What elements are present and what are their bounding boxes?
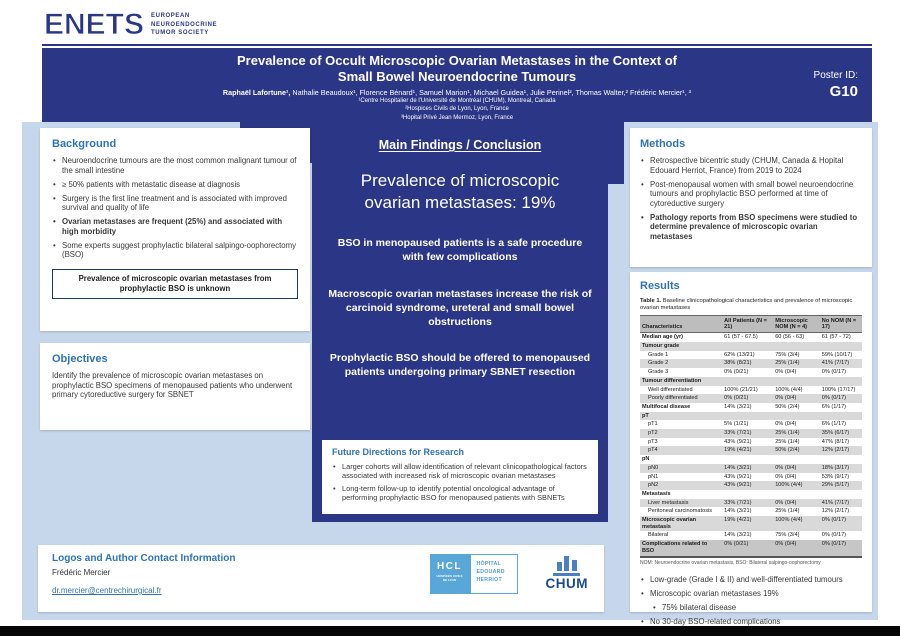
table-cell: 25% (1/4)	[775, 360, 800, 367]
table-row	[640, 429, 862, 438]
hcl-heh-logo	[430, 554, 518, 594]
key-statement-box: Prevalence of microscopic ovarian metastases from prophylactic BSO is unknown	[52, 269, 298, 299]
poster-id-label: Poster ID:	[813, 70, 858, 81]
table-row	[640, 446, 862, 455]
section-main-findings	[312, 122, 608, 522]
chum-wordmark: CHUM	[545, 575, 588, 591]
table-cell: 41% (7/17)	[821, 499, 850, 506]
table-cell: 100% (17/17)	[821, 386, 856, 393]
future-directions-bullet-list	[332, 462, 588, 502]
table-cell: 61 (57 - 72)	[821, 334, 851, 341]
table-row	[640, 394, 862, 403]
table-cell	[773, 412, 820, 421]
chum-logo	[546, 556, 589, 591]
table-cell: 50% (2/4)	[775, 403, 800, 410]
decorative-navy-block-right	[608, 122, 624, 184]
table-cell: 14% (3/21)	[724, 403, 752, 410]
list-item: • Retrospective bicentric study (CHUM, Canada & Hopital Edouard Herriot, France) from 2019 to 2024	[640, 156, 862, 175]
authors-line	[42, 88, 872, 97]
section-future-directions	[322, 440, 598, 514]
table-row	[640, 342, 862, 351]
table-cell: 0% (0/21)	[724, 395, 749, 402]
table-cell: 100% (4/4)	[775, 482, 803, 489]
affiliation-3: ³Hopital Privé Jean Mermoz, Lyon, France	[400, 115, 514, 122]
table-row-label: pT1	[648, 421, 658, 428]
results-table	[640, 315, 862, 557]
section-objectives	[40, 343, 310, 430]
table-row-label: Microscopic ovarian metastasis	[642, 517, 697, 530]
table-cell: 0% (0/21)	[724, 541, 749, 548]
table-header-cell: All Patients (N = 21)	[722, 316, 773, 333]
table-row	[640, 403, 862, 412]
main-findings-title: Main Findings / Conclusion	[378, 138, 542, 152]
table-row	[640, 507, 862, 516]
table-row-label: Poorly differentiated	[648, 395, 698, 402]
table-row-label: pT2	[648, 430, 658, 437]
table-cell: 61 (57 - 67.5)	[724, 334, 758, 341]
table-cell: 25% (1/4)	[775, 508, 800, 515]
table-row	[640, 531, 862, 540]
table-cell: 0% (0/4)	[775, 421, 797, 428]
poster-title-line2: Small Bowel Neuroendocrine Tumours	[337, 69, 577, 85]
heh-line: HÔPITAL	[476, 561, 501, 567]
table-cell: 100% (4/4)	[775, 386, 803, 393]
table-cell: 14% (3/21)	[724, 532, 752, 539]
table-cell	[773, 377, 820, 386]
table-cell: 75% (3/4)	[775, 532, 800, 539]
table-footnote: NOM: Neuroendocrine ovarian metastasis, BSO: Bilateral salpingo-oophorectomy	[640, 559, 821, 566]
table-cell: 62% (13/21)	[724, 351, 755, 358]
table-cell	[722, 412, 773, 421]
table-cell: 12% (2/17)	[821, 508, 850, 515]
table-row	[640, 499, 862, 508]
table-row	[640, 464, 862, 473]
table-row	[640, 377, 862, 386]
section-title-results: Results	[640, 280, 680, 292]
enets-logo-subtext	[151, 12, 217, 38]
hcl-subtext-line: HOSPICES CIVILS	[436, 574, 463, 578]
table-cell: 35% (6/17)	[821, 430, 850, 437]
table-cell: 14% (3/21)	[724, 464, 752, 471]
table-row-label: pN0	[648, 464, 659, 471]
table-row	[640, 351, 862, 360]
table-cell: 19% (4/21)	[724, 517, 752, 524]
table-cell: 47% (8/17)	[821, 438, 850, 445]
list-item: • Some experts suggest prophylactic bilateral salpingo-oophorectomy (BSO)	[52, 241, 298, 260]
table-row	[640, 359, 862, 368]
table-cell: 29% (5/17)	[821, 482, 850, 489]
results-bullet-list	[640, 575, 862, 627]
hcl-subtext-line: DE LYON	[442, 578, 457, 583]
table-row-label: pT3	[648, 438, 658, 445]
poster-id-badge	[814, 70, 858, 100]
table-cell: 41% (7/17)	[821, 360, 850, 367]
list-item: • Ovarian metastases are frequent (25%) and associated with high morbidity	[52, 217, 298, 236]
enets-wordmark: ENETS	[44, 8, 145, 41]
table-cell: 33% (7/21)	[724, 430, 752, 437]
poster-title-line1: Prevalence of Occult Microscopic Ovarian Metastases in the Context of	[237, 53, 677, 68]
section-title-background: Background	[52, 138, 117, 150]
list-item: • Pathology reports from BSO specimens were studied to determine prevalence of microscopic ovarian metastases	[640, 213, 862, 242]
table-caption-lead: Table 1.	[640, 298, 662, 304]
list-item: • ≥ 50% patients with metastatic disease at diagnosis	[52, 180, 298, 190]
table-cell: 6% (1/17)	[821, 403, 847, 410]
table-row-label: Grade 3	[648, 369, 669, 376]
section-title-contact: Logos and Author Contact Information	[52, 553, 236, 564]
table-row-label: Grade 2	[648, 360, 669, 367]
results-table-body	[640, 333, 862, 557]
table-caption	[640, 298, 862, 312]
hcl-logo	[430, 554, 470, 594]
list-item: • Post-menopausal women with small bowel neuroendocrine tumours and prophylactic BSO performed at time of cytoreductive surgery	[640, 180, 862, 209]
table-row-label: Multifocal disease	[642, 403, 691, 410]
coauthors: Nathalie Beaudoux¹, Florence Bénard¹, Samuel Marion¹, Michael Guidea¹, Julie Perinel², Thomas Walter,² Frédéric Mercier¹, ³	[290, 87, 692, 97]
table-cell: 0% (0/21)	[724, 369, 749, 376]
table-caption-text: Baseline clinicopathological characteristics and prevalence of microscopic ovarian metastases	[640, 298, 853, 312]
table-cell: 0% (0/4)	[775, 395, 797, 402]
table-cell: 5% (1/21)	[724, 421, 749, 428]
table-row-label: Grade 1	[648, 351, 669, 358]
poster-header	[42, 48, 872, 122]
table-cell: 38% (8/21)	[724, 360, 752, 367]
table-row	[640, 333, 862, 342]
affiliation-2: ²Hospices Civils de Lyon, Lyon, France	[405, 106, 509, 113]
table-cell	[722, 342, 773, 351]
table-row	[640, 368, 862, 377]
table-cell: 100% (21/21)	[724, 386, 758, 393]
table-row-label: pT	[642, 412, 649, 419]
table-cell	[722, 455, 773, 464]
section-title-future-directions: Future Directions for Research	[332, 446, 465, 457]
enets-sub-line: EUROPEAN	[151, 12, 190, 19]
table-row	[640, 481, 862, 490]
table-cell	[722, 490, 773, 499]
list-item: • Neuroendocrine tumours are the most common malignant tumour of the small intestine	[52, 156, 298, 175]
table-cell: 43% (9/21)	[724, 482, 752, 489]
bottom-black-bar	[0, 626, 900, 636]
heh-line: EDOUARD	[476, 568, 505, 575]
table-row-label: Peritoneal carcinomatosis	[648, 508, 713, 515]
table-cell: 75% (3/4)	[775, 351, 800, 358]
table-row	[640, 420, 862, 429]
section-title-methods: Methods	[640, 138, 686, 150]
table-row	[640, 455, 862, 464]
results-table-head	[640, 316, 862, 333]
table-cell: 6% (1/17)	[821, 421, 847, 428]
enets-sub-line: TUMOR SOCIETY	[151, 30, 209, 37]
table-row	[640, 490, 862, 499]
results-sub-bullet: • 75% bilateral disease	[640, 603, 862, 613]
table-row	[640, 516, 862, 531]
table-row-label: Tumour grade	[642, 343, 680, 350]
hcl-subtext	[430, 574, 470, 582]
results-bullet: • Low-grade (Grade I & II) and well-differentiated tumours	[640, 575, 862, 585]
table-row	[640, 386, 862, 395]
table-row	[640, 473, 862, 482]
table-row-label: Metastasis	[642, 490, 671, 497]
table-cell: 25% (1/4)	[775, 430, 800, 437]
table-cell	[820, 490, 862, 499]
table-cell: 0% (0/17)	[821, 395, 847, 402]
table-cell: 33% (7/21)	[724, 499, 752, 506]
table-header-cell: No NOM (N = 17)	[820, 316, 862, 333]
section-contact	[38, 545, 604, 612]
table-header-cell: Microscopic NOM (N = 4)	[773, 316, 820, 333]
table-cell: 53% (9/17)	[821, 473, 850, 480]
poster-id-value: G10	[829, 83, 858, 100]
table-cell: 100% (4/4)	[775, 517, 803, 524]
table-cell: 0% (0/4)	[775, 541, 797, 548]
table-row-label: Tumour differentiation	[642, 377, 702, 384]
table-cell	[820, 412, 862, 421]
table-row-label: Well differentiated	[648, 386, 693, 393]
chum-bars-icon	[546, 556, 589, 571]
table-row-label: pN	[642, 456, 650, 463]
heh-line: HERRIOT	[476, 576, 502, 583]
background-bullet-list	[52, 156, 298, 260]
institution-logos	[430, 554, 589, 594]
enets-sub-line: NEUROENDOCRINE	[151, 21, 218, 28]
section-title-objectives: Objectives	[52, 353, 108, 365]
enets-logo	[44, 10, 217, 40]
first-author: Raphaël Lafortune¹,	[222, 87, 291, 97]
table-cell: 0% (0/17)	[821, 517, 847, 524]
table-cell: 25% (1/4)	[775, 438, 800, 445]
table-row	[640, 412, 862, 421]
table-header-cell: Characteristics	[640, 316, 722, 333]
contact-name: Frédéric Mercier	[52, 568, 111, 577]
table-cell	[722, 377, 773, 386]
table-cell: 50% (2/4)	[775, 447, 800, 454]
results-bullet: • Microscopic ovarian metastases 19%	[640, 589, 862, 599]
table-row-label: pT4	[648, 447, 658, 454]
table-cell	[773, 342, 820, 351]
table-cell: 0% (0/17)	[821, 532, 847, 539]
table-cell: 43% (9/21)	[724, 438, 752, 445]
table-row-label: Median age (yr)	[642, 334, 684, 341]
methods-bullet-list	[640, 156, 862, 241]
contact-email-link[interactable]: dr.mercier@centrechirurgical.fr	[52, 586, 162, 595]
header-divider	[42, 44, 872, 46]
table-cell	[820, 342, 862, 351]
table-cell: 14% (3/21)	[724, 508, 752, 515]
table-cell: 43% (9/21)	[724, 473, 752, 480]
table-cell: 0% (0/17)	[821, 541, 847, 548]
hopital-edouard-herriot-logo	[470, 554, 518, 594]
table-row-label: pN1	[648, 473, 659, 480]
results-bullet: • No 30-day BSO-related complications	[640, 617, 862, 627]
table-cell: 0% (0/4)	[775, 464, 797, 471]
table-cell: 0% (0/4)	[775, 369, 797, 376]
hcl-wordmark: HCL	[436, 561, 463, 572]
main-findings-headline: Prevalence of microscopic ovarian metastases: 19%	[360, 171, 560, 213]
section-results	[630, 272, 872, 626]
table-row	[640, 540, 862, 556]
table-cell	[820, 455, 862, 464]
main-findings-point: Prophylactic BSO should be offered to menopaused patients undergoing primary SBNET resection	[329, 352, 591, 379]
table-cell: 18% (3/17)	[821, 464, 850, 471]
section-background	[40, 128, 310, 331]
list-item: • Long-term follow-up to identify potential oncological advantage of performing prophylactic BSO for menopaused patients with SBNETs	[332, 484, 588, 502]
table-cell	[820, 377, 862, 386]
table-cell	[773, 490, 820, 499]
table-row-label: Bilateral	[648, 532, 669, 539]
objectives-text: Identify the prevalence of microscopic ovarian metastases on prophylactic BSO specimens of menopaused patients who underwent primary cytoreductive surgery for SBNET	[52, 371, 293, 399]
affiliation-1: ¹Centre Hospitalier de l'Université de Montréal (CHUM), Montreal, Canada	[358, 97, 556, 104]
table-cell: 0% (0/4)	[775, 499, 797, 506]
table-cell: 59% (10/17)	[821, 351, 853, 358]
list-item: • Larger cohorts will allow identification of relevant clinicopathological factors associated with increased risk of microscopic ovarian metastases	[332, 462, 588, 480]
table-cell: 60 (56 - 63)	[775, 334, 805, 341]
section-methods	[630, 128, 872, 267]
main-findings-point: BSO in menopaused patients is a safe procedure with few complications	[337, 237, 583, 264]
table-cell: 0% (0/17)	[821, 369, 847, 376]
table-cell: 19% (4/21)	[724, 447, 752, 454]
table-row-label: Complications related to BSO	[642, 541, 708, 554]
list-item: • Surgery is the first line treatment and is associated with improved survival and quality of life	[52, 194, 298, 213]
table-cell: 0% (0/4)	[775, 473, 797, 480]
main-findings-point: Macroscopic ovarian metastases increase the risk of carcinoid syndrome, ureteral and small bowel obstructions	[328, 287, 592, 328]
table-cell: 12% (2/17)	[821, 447, 850, 454]
table-row-label: Liver metastasis	[648, 499, 689, 506]
table-row-label: pN2	[648, 482, 659, 489]
table-row	[640, 438, 862, 447]
table-cell	[773, 455, 820, 464]
